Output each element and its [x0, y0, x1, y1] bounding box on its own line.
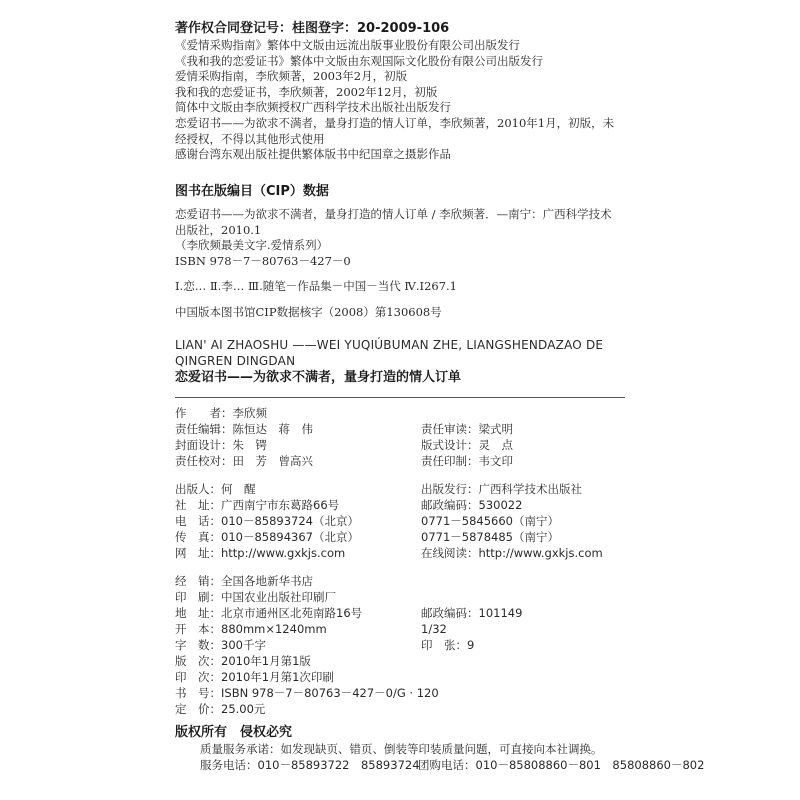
book-title-section: [175, 338, 695, 387]
printing-row: [175, 605, 635, 621]
license-line: 感谢台湾东观出版社提供繁体版书中纪国章之摄影作品: [175, 147, 451, 162]
publisher-right: 0771－5845660（南宁）: [421, 514, 559, 528]
credit-row: [175, 453, 635, 469]
credit-right: 责任印制：韦文印: [421, 454, 513, 468]
rights-section: [175, 724, 735, 742]
printing-row: [175, 637, 635, 653]
publisher-right: 出版发行：广西科学技术出版社: [421, 482, 582, 496]
publisher-row: [175, 497, 635, 513]
publisher-right: 在线阅读：http://www.gxkjs.com: [421, 546, 603, 560]
printing-row: [175, 621, 635, 637]
pinyin-title-line2: QINGREN DINGDAN: [175, 353, 296, 368]
credit-left: 封面设计：朱 锷: [175, 438, 267, 452]
printing-right: 印 张：9: [421, 638, 475, 652]
pinyin-title-line1: LIAN' AI ZHAOSHU ——WEI YUQIÚBUMAN ZHE, LIANGSHENDAZAO DE: [175, 338, 604, 352]
license-line: 恋爱诏书——为欲求不满者，量身打造的情人订单，李欣频著，2010年1月，初版，未: [175, 115, 615, 130]
publisher-left: 传 真：010－85894367（北京）: [175, 530, 359, 544]
credit-row: [175, 421, 635, 437]
quality-promise-text: 质量服务承诺：如发现缺页、错页、倒装等印装质量问题，可直接向本社调换。: [200, 742, 603, 756]
credit-right: 版式设计：灵 点: [421, 438, 513, 452]
cip-section: [175, 183, 655, 321]
publisher-left: 网 址：http://www.gxkjs.com: [175, 546, 346, 560]
group-purchase-phone: 团购电话：010－85808860－801 85808860－802: [418, 758, 705, 772]
printing-left: 经 销：全国各地新华书店: [175, 574, 313, 588]
printing-row: [175, 685, 635, 701]
printing-left: 字 数：300千字: [175, 638, 266, 652]
quality-promise: [200, 741, 630, 757]
license-line: 我和我的恋爱证书，李欣频著，2002年12月，初版: [175, 84, 438, 99]
cip-core-number: 中国版本图书馆CIP数据核字（2008）第130608号: [175, 304, 442, 319]
publisher-right: 邮政编码：530022: [421, 498, 523, 512]
license-line: 《爱情采购指南》繁体中文版由远流出版事业股份有限公司出版发行: [175, 38, 520, 52]
printing-left: 印 次：2010年1月第1次印刷: [175, 670, 334, 684]
cip-classification: Ⅰ.恋… Ⅱ.李… Ⅲ.随笔－作品集－中国－当代 Ⅳ.I267.1: [175, 279, 457, 294]
printing-right: 邮政编码：101149: [421, 606, 523, 620]
printing-right: 1/32: [421, 622, 447, 636]
divider: [175, 397, 625, 398]
credit-left: 作 者：李欣频: [175, 406, 267, 420]
service-phone: 服务电话：010－85893722 85893724: [200, 758, 420, 772]
rights-title: 版权所有 侵权必究: [175, 725, 293, 740]
printing-left: 开 本：880mm×1240mm: [175, 622, 327, 636]
cip-line: （李欣频最美文字.爱情系列）: [175, 238, 329, 253]
printing-left: 印 刷：中国农业出版社印刷厂: [175, 590, 336, 604]
printing-row: [175, 573, 635, 589]
printing-left: 版 次：2010年1月第1版: [175, 654, 311, 668]
cip-title: 图书在版编目（CIP）数据: [175, 184, 329, 199]
printing-left: 定 价：25.00元: [175, 702, 266, 716]
license-line: 《我和我的恋爱证书》繁体中文版由东观国际文化股份有限公司出版发行: [175, 53, 543, 68]
publisher-left: 出版人：何 醒: [175, 482, 256, 496]
publisher-right: 0771－5878485（南宁）: [421, 530, 559, 544]
credit-right: 责任审读：梁式明: [421, 422, 513, 436]
publisher-row: [175, 513, 635, 529]
publisher-row: [175, 481, 635, 497]
publisher-row: [175, 545, 635, 561]
license-registration-title: 著作权合同登记号：桂图登字：20-2009-106: [175, 21, 450, 36]
cip-isbn: ISBN 978－7－80763－427－0: [175, 253, 351, 268]
printing-left: 书 号：ISBN 978－7－80763－427－0/G · 120: [175, 686, 439, 700]
cip-line: 恋爱诏书——为欲求不满者，量身打造的情人订单 / 李欣频著．—南宁：广西科学技术: [175, 207, 612, 221]
publisher-row: [175, 529, 635, 545]
publisher-left: 电 话：010－85893724（北京）: [175, 514, 359, 528]
printing-left: 地 址：北京市通州区北苑南路16号: [175, 606, 363, 620]
license-line: 简体中文版由李欣频授权广西科学技术出版社出版发行: [175, 100, 451, 115]
printing-row: [175, 653, 635, 669]
credit-row: [175, 405, 635, 421]
license-line: 爱情采购指南，李欣频著，2003年2月，初版: [175, 69, 408, 84]
credit-row: [175, 437, 635, 453]
printing-row: [175, 669, 635, 685]
printing-row: [175, 701, 635, 717]
credit-left: 责任编辑：陈恒达 蒋 伟: [175, 422, 313, 436]
license-line: 经授权，不得以其他形式使用: [175, 131, 325, 146]
chinese-title: 恋爱诏书——为欲求不满者，量身打造的情人订单: [175, 370, 462, 386]
printing-row: [175, 589, 635, 605]
publisher-left: 社 址：广西南宁市东葛路66号: [175, 498, 340, 512]
license-section: [175, 20, 655, 163]
service-phones: [200, 757, 705, 773]
credit-left: 责任校对：田 芳 曾高兴: [175, 454, 313, 468]
cip-line: 出版社，2010.1: [175, 222, 262, 237]
